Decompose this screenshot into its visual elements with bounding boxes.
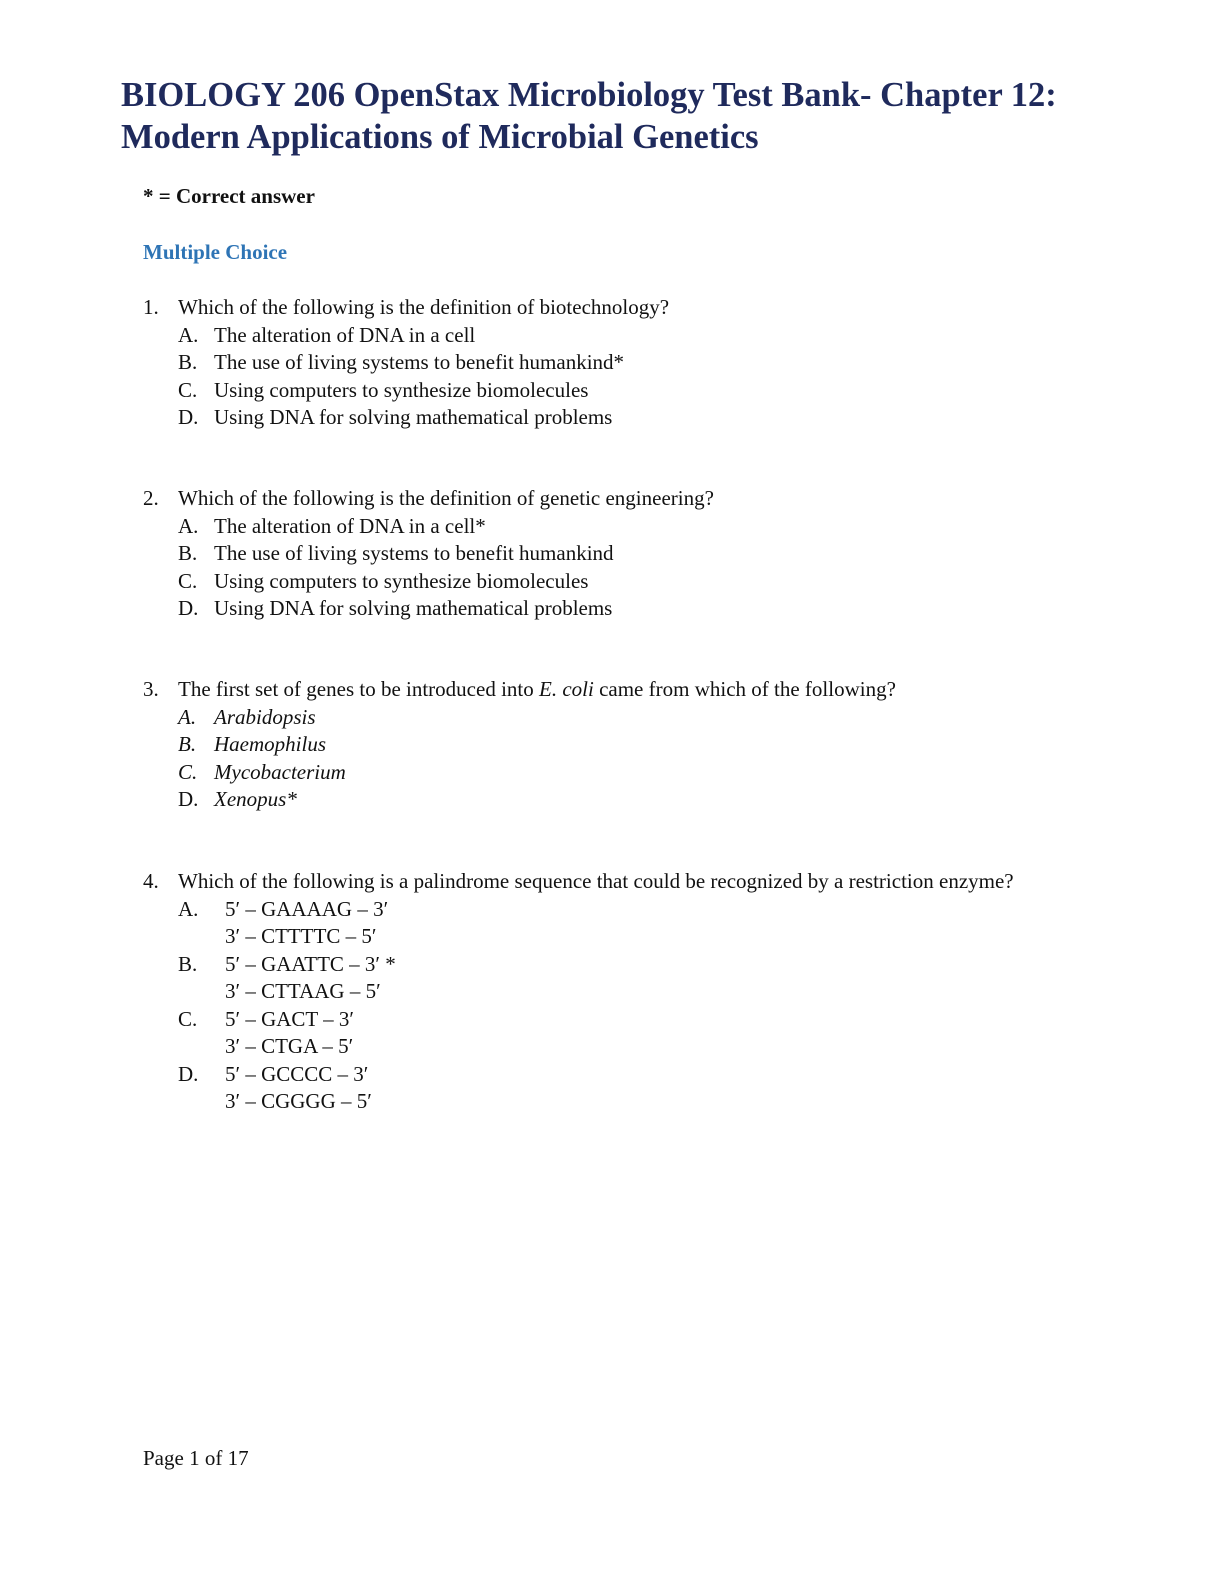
option-text: The alteration of DNA in a cell* [214,513,486,538]
option-text: Mycobacterium [214,759,346,784]
answer-option [143,1006,1073,1061]
question-text: The first set of genes to be introduced into [178,677,539,701]
answer-option [143,377,1073,405]
sequence-bottom-strand: 3′ – CTGA – 5′ [225,1034,354,1058]
question-2 [143,485,1073,623]
option-letter: D. [178,787,199,811]
option-letter: C. [178,759,198,784]
option-letter: D. [178,405,199,429]
document-title: BIOLOGY 206 OpenStax Microbiology Test Bank- Chapter 12: Modern Applications of Microbial Genetics [121,76,1057,156]
question-stem [143,485,1073,513]
option-letter: B. [178,951,198,976]
question-text-end: came from which of the following? [593,677,896,701]
option-letter: A. [178,513,199,538]
option-text: Using DNA for solving mathematical problems [214,596,613,620]
sequence-top-strand: 5′ – GAAAAG – 3′ [225,896,389,921]
question-text: Which of the following is the definition of biotechnology? [178,295,670,319]
question-number: 4. [143,869,159,893]
question-3 [143,676,1073,814]
option-text: Using computers to synthesize biomolecules [214,377,589,402]
question-number: 1. [143,295,159,319]
question-text: Which of the following is the definition of genetic engineering? [178,486,714,510]
option-text: The use of living systems to benefit humankind [214,541,614,565]
sequence-top-strand: 5′ – GCCCC – 3′ [225,1061,369,1086]
sequence-bottom-strand: 3′ – CTTTTC – 5′ [225,924,377,948]
answer-option [143,595,1073,623]
answer-option [143,540,1073,568]
sequence-bottom-strand: 3′ – CGGGG – 5′ [225,1089,372,1113]
answer-option [143,896,1073,951]
answer-option [143,349,1073,377]
option-letter: B. [178,732,197,756]
option-letter: B. [178,350,198,374]
question-stem [143,676,1073,704]
answer-option [143,704,1073,732]
option-letter: A. [178,896,199,921]
option-text: Haemophilus [214,732,326,756]
question-1 [143,294,1073,432]
option-letter: A. [178,704,197,729]
option-letter: D. [178,1061,199,1086]
question-number: 2. [143,486,159,510]
option-letter: C. [178,1006,198,1031]
option-text: Xenopus* [214,787,297,811]
sequence-top-strand: 5′ – GAATTC – 3′ * [225,951,396,976]
question-text: Which of the following is a palindrome sequence that could be recognized by a restriction enzyme? [178,869,1014,893]
question-stem [143,868,1073,896]
option-text: The alteration of DNA in a cell [214,322,476,347]
answer-option [143,568,1073,596]
option-text: Arabidopsis [214,704,316,729]
option-letter: A. [178,322,199,347]
answer-option [143,513,1073,541]
option-text: Using computers to synthesize biomolecules [214,568,589,593]
option-text: The use of living systems to benefit humankind* [214,350,625,374]
option-letter: C. [178,377,198,402]
sequence-bottom-strand: 3′ – CTTAAG – 5′ [225,979,381,1003]
question-number: 3. [143,677,159,701]
answer-option [143,404,1073,432]
answer-option [143,759,1073,787]
option-text: Using DNA for solving mathematical problems [214,405,613,429]
correct-answer-legend: * = Correct answer [143,184,315,208]
answer-option [143,731,1073,759]
answer-option [143,951,1073,1006]
page-number: Page 1 of 17 [143,1446,249,1470]
answer-option [143,1061,1073,1116]
question-stem [143,294,1073,322]
option-letter: C. [178,568,198,593]
answer-option [143,322,1073,350]
question-4 [143,868,1073,1116]
organism-name: E. coli [539,677,594,701]
option-letter: D. [178,596,199,620]
section-heading: Multiple Choice [143,240,288,264]
option-letter: B. [178,541,198,565]
sequence-top-strand: 5′ – GACT – 3′ [225,1006,354,1031]
answer-option [143,786,1073,814]
